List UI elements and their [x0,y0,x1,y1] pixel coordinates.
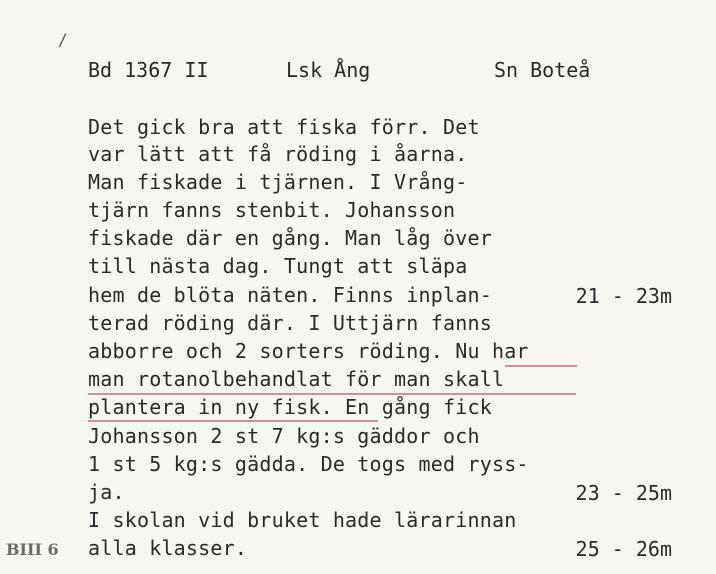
underline-mark [88,393,576,395]
parish-name: Sn Boteå [494,58,591,82]
text-line: till nästa dag. Tungt att släpa [88,254,468,278]
page-range: 21 - 23m [575,284,672,308]
text-line: I skolan vid bruket hade lärarinnan [88,508,517,532]
text-line: tjärn fanns stenbit. Johansson [88,198,456,222]
archive-stamp: BIII 6 [6,540,59,559]
text-line: alla klasser. [88,536,248,560]
text-line: plantera in ny fisk. En gång fick [88,395,492,419]
text-line: Det gick bra att fiska förr. Det [88,115,480,139]
text-line: hem de blöta näten. Finns inplan- [88,283,492,307]
text-line: 1 st 5 kg:s gädda. De togs med ryss- [88,452,529,476]
text-line: fiskade där en gång. Man låg över [88,226,492,250]
place-name: Lsk Ång [286,58,371,82]
text-line: man rotanolbehandlat för man skall [88,367,505,391]
text-line: ja. [88,480,125,504]
text-line: Johansson 2 st 7 kg:s gäddor och [88,424,480,448]
text-line: Man fiskade i tjärnen. I Vrång- [88,170,468,194]
page-range: 25 - 26m [575,537,672,561]
text-line: var lätt att få röding i åarna. [88,142,468,166]
underline-mark [88,420,378,422]
reference-number: Bd 1367 II [88,58,209,82]
pencil-mark: / [58,30,68,49]
text-line: abborre och 2 sorters röding. Nu har [88,339,529,363]
underline-mark [505,365,577,367]
text-line: terad röding där. I Uttjärn fanns [88,311,492,335]
page-range: 23 - 25m [575,481,672,505]
